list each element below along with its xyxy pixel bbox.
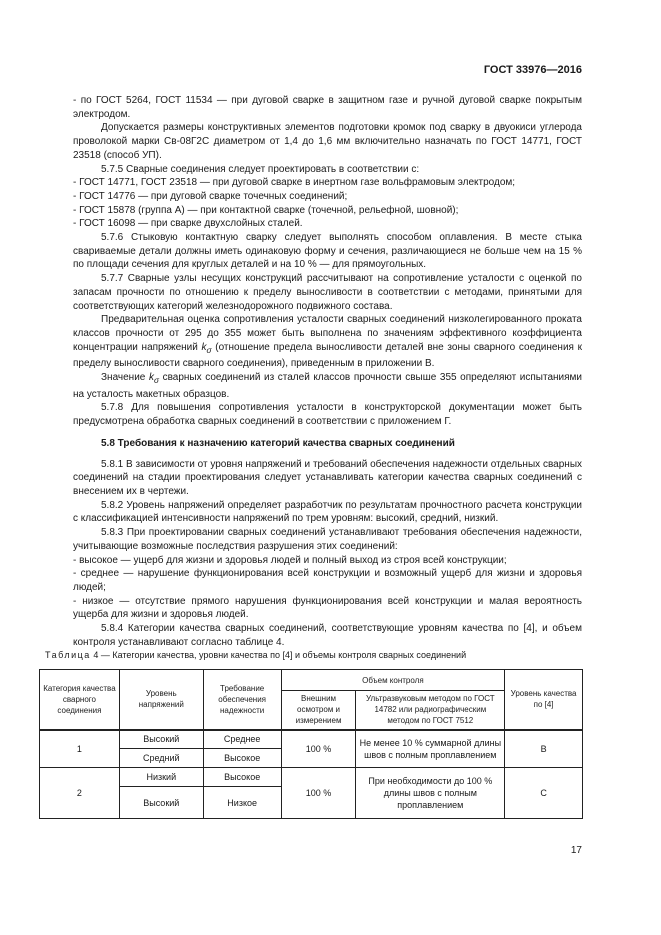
table-cell: Высокий [119,730,203,749]
k-sigma-symbol: $k_\sigma$ [201,341,212,355]
header-visual: Внешним осмотром и измерением [281,691,356,730]
table-cell: 1 [40,730,120,768]
list-item: - ГОСТ 14771, ГОСТ 23518 — при дуговой сварке в инертном газе вольфрамовым электродом; [73,177,516,189]
paragraph-text: Предварительная оценка сопротивления усталости сварных соединений низколегированного проката классов прочности от 295 до 355 может быть выполнена по значениям эффективного коэффициента концентрации напряжений [73,314,582,353]
header-inspection-volume: Объем контроля [281,670,505,691]
table-cell: Высокий [119,787,203,819]
table-cell: Низкое [203,787,281,819]
list-item: - низкое — отсутствие прямого нарушения функционирования всей конструкции и малая вероятность ущерба для жизни и здоровья людей. [73,595,582,621]
table-cell: 100 % [281,730,356,768]
body-text [73,94,582,649]
table-cell: 100 % [281,768,356,819]
list-item: - ГОСТ 16098 — при сварке двухслойных сталей. [73,218,303,230]
header-ultrasonic: Ультразвуковым методом по ГОСТ 14782 или радиографическим методом по ГОСТ 7512 [356,691,505,730]
paragraph-text: (отношение предела выносливости деталей вне зоны сварного соединения к пределу выносливости сварного соединения), приведенным в приложении В. [73,341,582,370]
paragraph [73,313,582,371]
table-cell: Среднее [203,730,281,749]
table-cell: При необходимости до 100 % длины швов с полным проплавлением [356,768,505,819]
list-item: - ГОСТ 14776 — при дуговой сварке точечных соединений; [73,190,348,202]
header-reliability: Требование обеспечения надежности [203,670,281,730]
table-cell: Средний [119,749,203,768]
header-quality-level: Уровень качества по [4] [505,670,583,730]
table-cell: Низкий [119,768,203,787]
paragraph [73,371,582,401]
paragraph: 5.7.8 Для повышения сопротивления усталости в конструкторской документации может быть предусмотрена обработка сварных соединений в соответствии с приложением Г. [73,402,582,428]
paragraph: 5.8.1 В зависимости от уровня напряжений и требований обеспечения надежности отдельных сварных соединений на стадии проектирования следует устанавливать категории качества сварных соединений с внесением их в чертежи. [73,458,582,497]
paragraph-text: сварных соединений из сталей классов прочности свыше 355 определяют испытаниями на усталость макетных образцов. [73,372,583,400]
paragraph: 5.7.6 Стыковую контактную сварку следует выполнять способом оплавления. В месте стыка свариваемые детали должны иметь одинаковую форму и сечения, различающиеся не больше чем на 15 % по площади сечения для круглых деталей и на 10 % — для прямоугольных. [73,232,582,271]
paragraph: 5.8.2 Уровень напряжений определяет разработчик по результатам прочностного расчета конструкции с классификацией интенсивности напряжений по трем уровням: высокий, средний, низкий. [73,499,582,525]
table-cell: Высокое [203,768,281,787]
table-cell: Высокое [203,749,281,768]
list-item: - ГОСТ 15878 (группа А) — при контактной сварке (точечной, рельефной, шовной); [73,204,459,216]
table-cell: B [505,730,583,768]
table-cell: C [505,768,583,819]
paragraph-text: Значение [101,372,149,384]
table-caption [45,650,466,660]
list-item: - среднее — нарушение функционирования всей конструкции и возможный ущерб для жизни и здоровья людей; [73,568,582,593]
paragraph: - по ГОСТ 5264, ГОСТ 11534 — при дуговой сварке в защитном газе и ручной дуговой сварке покрытым электродом. [73,95,582,120]
header-stress-level: Уровень напряжений [119,670,203,730]
paragraph: 5.8.3 При проектировании сварных соединений устанавливают требования обеспечения надежности, учитывающие возможные последствия разрушения этих соединений: [73,527,582,552]
page-number: 17 [570,845,582,856]
quality-table [39,669,583,819]
paragraph: 5.7.7 Сварные узлы несущих конструкций рассчитывают на сопротивление усталости с оценкой по запасам прочности по отношению к пределу выносливости в соответствии с методами, принятыми для соответствующих категорий железнодорожного подвижного состава. [73,273,582,312]
k-sigma-symbol: $k_\sigma$ [148,372,159,386]
paragraph: Допускается размеры конструктивных элементов подготовки кромок под сварку в двуокиси углерода проволокой марки Св-08Г2С диаметром от 1,4 до 1,6 мм включительно назначать по ГОСТ 14771, ГОСТ 23518 (способ УП). [73,122,582,161]
paragraph: 5.7.5 Сварные соединения следует проектировать в соответствии с: [101,163,420,175]
document-header: ГОСТ 33976—2016 [483,64,582,76]
caption-label: Таблица [45,650,91,660]
list-item: - высокое — ущерб для жизни и здоровья людей и полный выход из строя всей конструкции; [73,554,507,566]
caption-text: — Категории качества, уровни качества по [4] и объемы контроля сварных соединений [98,650,467,660]
header-category: Категория качества сварного соединения [40,670,120,730]
table-cell: 2 [40,768,120,819]
table-cell: Не менее 10 % суммарной длины швов с полным проплавлением [356,730,505,768]
caption-number: 4 [93,650,99,660]
paragraph: 5.8.4 Категории качества сварных соединений, соответствующие уровням качества по [4], и объем контроля устанавливают согласно таблице 4. [73,623,582,648]
section-heading: 5.8 Требования к назначению категорий качества сварных соединений [101,437,455,449]
